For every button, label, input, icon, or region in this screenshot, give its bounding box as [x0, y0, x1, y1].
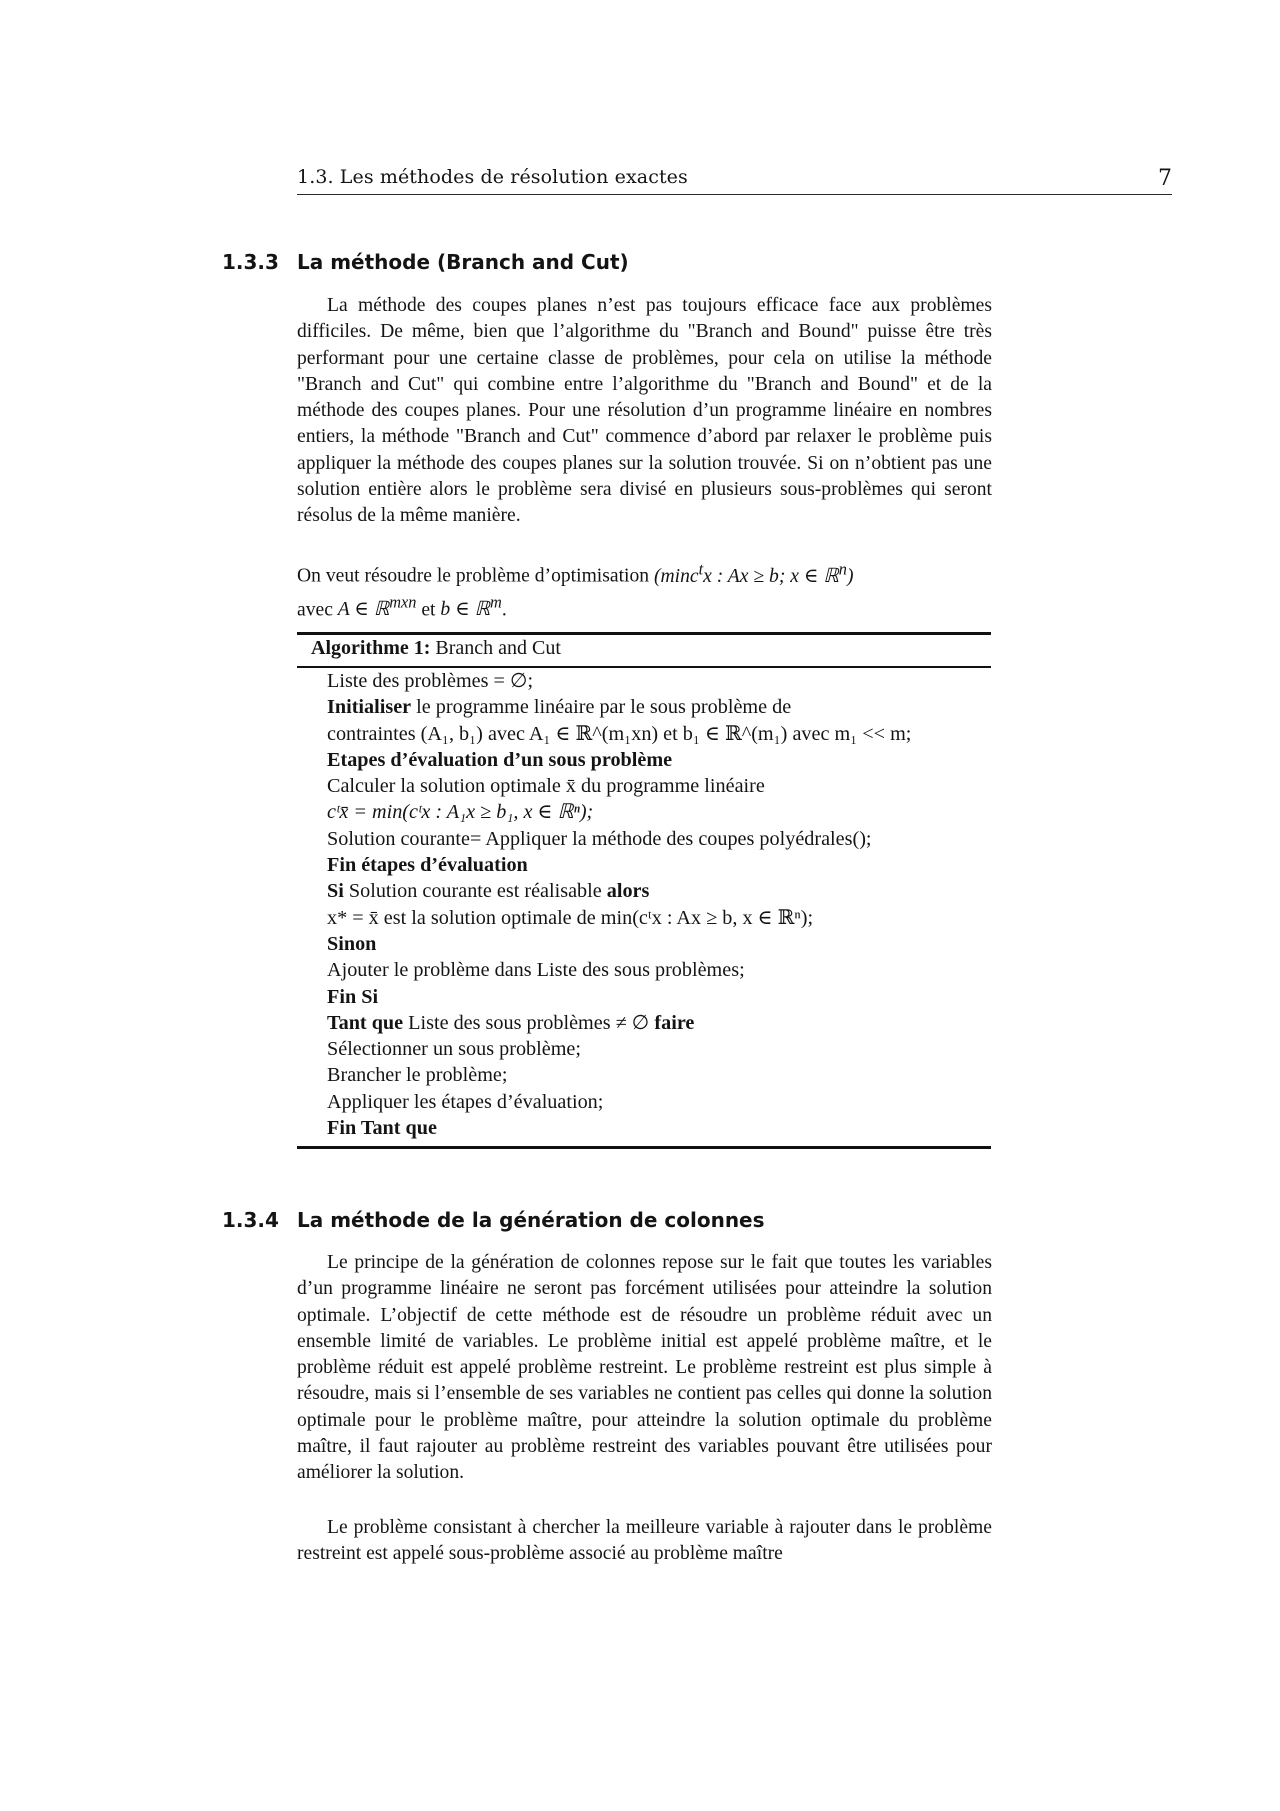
formula-sup: n: [838, 559, 847, 578]
paragraph: Le problème consistant à chercher la meilleure variable à rajouter dans le problème restreint est appelé sous-problème associé au problème maître: [297, 1517, 992, 1565]
algorithm-keyword: faire: [654, 1011, 695, 1034]
algorithm-line: cᵗx̄ = min(cᵗx : A₁x ≥ b₁, x ∈ ℝⁿ);: [327, 801, 594, 824]
algorithm-box: [297, 632, 991, 1149]
algorithm-keyword: alors: [606, 880, 650, 903]
formula: [337, 592, 417, 621]
algorithm-line: [327, 1010, 977, 1036]
paragraph-text: avec: [297, 599, 333, 621]
section-number: 1.3.3: [222, 250, 279, 274]
algorithm-line: Calculer la solution optimale x̄ du programme linéaire: [327, 775, 765, 798]
formula: [440, 592, 502, 621]
paragraph-optimisation-problem: [297, 556, 992, 624]
algorithm-name: Branch and Cut: [435, 637, 561, 659]
algorithm-line: Liste des problèmes = ∅;: [327, 670, 534, 692]
page-number: 7: [1158, 166, 1172, 191]
algorithm-keyword: Initialiser: [327, 696, 412, 719]
algorithm-caption: [311, 637, 561, 660]
running-header-title: 1.3. Les méthodes de résolution exactes: [297, 166, 688, 188]
algorithm-line: Fin Si: [327, 985, 379, 1008]
algorithm-steps: [327, 668, 977, 1141]
algorithm-text: Liste des sous problèmes ≠ ∅: [408, 1011, 650, 1034]
running-header: [297, 162, 1172, 195]
algorithm-line: Fin Tant que: [327, 1117, 437, 1140]
algorithm-line: Ajouter le problème dans Liste des sous problèmes;: [327, 959, 745, 982]
algorithm-line: Etapes d’évaluation d’un sous problème: [327, 748, 673, 771]
formula-part: A ∈ ℝ: [337, 599, 390, 621]
paragraph-text: et: [421, 599, 436, 621]
formula-sup: t: [698, 559, 704, 578]
formula-part: b ∈ ℝ: [440, 599, 491, 621]
paragraph-text: On veut résoudre le problème d’optimisation: [297, 565, 650, 587]
algorithm-line: Brancher le problème;: [327, 1064, 508, 1087]
section-title: La méthode de la génération de colonnes: [297, 1208, 765, 1232]
algorithm-line: contraintes (A₁, b₁) avec A₁ ∈ ℝ^(m₁xn) et b₁ ∈ ℝ^(m₁) avec m₁ << m;: [327, 722, 912, 745]
algorithm-line: Appliquer les étapes d’évaluation;: [327, 1090, 604, 1113]
section-title: La méthode (Branch and Cut): [297, 250, 629, 274]
formula: [653, 559, 854, 587]
formula-sup: m: [490, 592, 502, 612]
paragraph: Le principe de la génération de colonnes repose sur le fait que toutes les variables d’un programme linéaire ne seront pas forcément utilisées pour atteindre la solution optimale. L’objectif de cette méthode est de résoudre un problème réduit avec un ensemble limité de variables. Le problème initial est appelé problème maître, et le problème réduit est appelé problème restreint. Le problème restreint est plus simple à résoudre, mais si l’ensemble de ses variables ne contient pas celles qui donne la solution optimale pour le problème maître, pour atteindre la solution optimale du problème maître, il faut rajouter au problème restreint des variables pouvant être utilisées pour améliorer la solution.: [297, 1252, 992, 1484]
algorithm-keyword: Si: [327, 880, 344, 903]
section-number: 1.3.4: [222, 1208, 279, 1232]
paragraph: La méthode des coupes planes n’est pas toujours efficace face aux problèmes difficiles. De même, bien que l’algorithme du "Branch and Bound" puisse être très performant pour une certaine classe de problèmes, pour cela on utilise la méthode "Branch and Cut" qui combine entre l’algorithme du "Branch and Bound" et de la méthode des coupes planes. Pour une résolution d’un programme linéaire en nombres entiers, la méthode "Branch and Cut" commence d’abord par relaxer le problème puis appliquer la méthode des coupes planes sur la solution trouvée. Si on n’obtient pas une solution entière alors le problème sera divisé en plusieurs sous-problèmes qui seront résolus de la même manière.: [297, 295, 992, 527]
algorithm-line: Sélectionner un sous problème;: [327, 1038, 581, 1061]
formula-part: ): [846, 565, 854, 587]
formula-sup: mxn: [389, 592, 417, 612]
paragraph-text: .: [501, 599, 507, 621]
algorithm-text: Solution courante est réalisable: [348, 880, 602, 903]
algorithm-line: x* = x̄ est la solution optimale de min(cᵗx : Ax ≥ b, x ∈ ℝⁿ);: [327, 906, 814, 929]
algorithm-line: Solution courante= Appliquer la méthode des coupes polyédrales();: [327, 827, 872, 850]
algorithm-line: Fin étapes d’évaluation: [327, 854, 528, 877]
algorithm-text: le programme linéaire par le sous problème de: [416, 696, 792, 719]
algorithm-line: Sinon: [327, 932, 377, 955]
algorithm-keyword: Tant que: [327, 1011, 404, 1034]
algorithm-line: [327, 694, 977, 720]
algorithm-label: Algorithme 1:: [311, 637, 431, 659]
formula-part: (minc: [653, 565, 699, 587]
formula-part: x : Ax ≥ b; x ∈ ℝ: [703, 565, 839, 587]
algorithm-line: [327, 878, 977, 904]
